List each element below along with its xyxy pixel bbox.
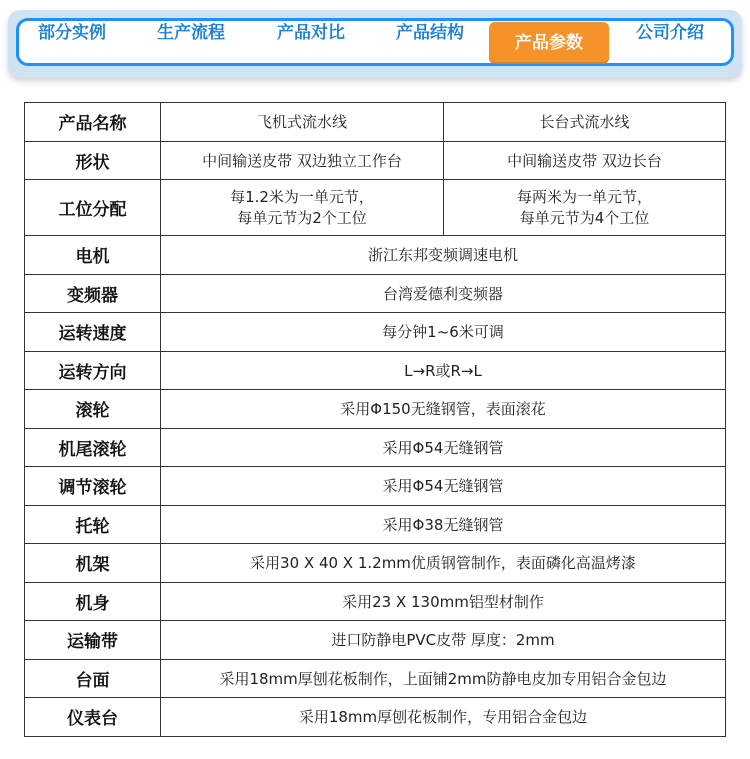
tab-examples[interactable]: 部分实例 bbox=[38, 23, 106, 43]
cell-line: 每单元节为4个工位 bbox=[519, 208, 650, 227]
row-label: 运输带 bbox=[25, 621, 161, 660]
table-row bbox=[25, 659, 726, 698]
table-row bbox=[25, 351, 726, 390]
table-cell: 采用Φ38无缝钢管 bbox=[161, 505, 726, 544]
row-label: 电机 bbox=[25, 236, 161, 275]
row-label: 运转速度 bbox=[25, 313, 161, 352]
table-cell: L→R或R→L bbox=[161, 351, 726, 390]
tab-product-comparison[interactable]: 产品对比 bbox=[277, 23, 345, 43]
row-label: 滚轮 bbox=[25, 390, 161, 429]
tab-product-parameters[interactable]: 产品参数 bbox=[489, 22, 609, 64]
row-label: 机尾滚轮 bbox=[25, 428, 161, 467]
row-label: 工位分配 bbox=[25, 180, 161, 236]
row-label: 仪表台 bbox=[25, 698, 161, 737]
cell-line: 每1.2米为一单元节， bbox=[230, 187, 374, 206]
table-cell: 采用23 X 130mm铝型材制作 bbox=[161, 582, 726, 621]
spec-table bbox=[24, 102, 726, 737]
table-cell: 采用30 X 40 X 1.2mm优质钢管制作，表面磷化高温烤漆 bbox=[161, 544, 726, 583]
row-label: 调节滚轮 bbox=[25, 467, 161, 506]
table-cell: 浙江东邦变频调速电机 bbox=[161, 236, 726, 275]
table-row bbox=[25, 141, 726, 180]
table-cell: 采用18mm厚刨花板制作，上面铺2mm防静电皮加专用铝合金包边 bbox=[161, 659, 726, 698]
table-cell: 中间输送皮带 双边长台 bbox=[444, 141, 726, 180]
table-cell: 每分钟1~6米可调 bbox=[161, 313, 726, 352]
row-label: 机架 bbox=[25, 544, 161, 583]
top-nav bbox=[0, 0, 750, 82]
table-row bbox=[25, 428, 726, 467]
table-cell: 台湾爱德利变频器 bbox=[161, 274, 726, 313]
row-label: 托轮 bbox=[25, 505, 161, 544]
table-row bbox=[25, 236, 726, 275]
table-row bbox=[25, 313, 726, 352]
tab-production-process[interactable]: 生产流程 bbox=[157, 23, 225, 43]
table-row bbox=[25, 274, 726, 313]
table-row bbox=[25, 621, 726, 660]
table-row bbox=[25, 698, 726, 737]
table-cell bbox=[444, 180, 726, 236]
table-cell: 采用Φ54无缝钢管 bbox=[161, 428, 726, 467]
col1-header: 飞机式流水线 bbox=[161, 103, 444, 142]
row-label: 机身 bbox=[25, 582, 161, 621]
row-label: 形状 bbox=[25, 141, 161, 180]
table-cell: 采用18mm厚刨花板制作，专用铝合金包边 bbox=[161, 698, 726, 737]
row-label: 台面 bbox=[25, 659, 161, 698]
table-cell: 采用Φ54无缝钢管 bbox=[161, 467, 726, 506]
table-row bbox=[25, 505, 726, 544]
row-label: 变频器 bbox=[25, 274, 161, 313]
table-cell: 中间输送皮带 双边独立工作台 bbox=[161, 141, 444, 180]
cell-line: 每单元节为2个工位 bbox=[237, 208, 367, 227]
table-row bbox=[25, 582, 726, 621]
table-row bbox=[25, 180, 726, 236]
tab-company-intro[interactable]: 公司介绍 bbox=[636, 23, 704, 43]
tab-product-structure[interactable]: 产品结构 bbox=[396, 23, 464, 43]
table-row bbox=[25, 103, 726, 142]
table-cell: 采用Φ150无缝钢管，表面滚花 bbox=[161, 390, 726, 429]
row-label: 产品名称 bbox=[25, 103, 161, 142]
table-cell bbox=[161, 180, 444, 236]
table-row bbox=[25, 467, 726, 506]
table-row bbox=[25, 544, 726, 583]
cell-line: 每两米为一单元节， bbox=[516, 187, 652, 206]
col2-header: 长台式流水线 bbox=[444, 103, 726, 142]
table-row bbox=[25, 390, 726, 429]
table-cell: 进口防静电PVC皮带 厚度：2mm bbox=[161, 621, 726, 660]
row-label: 运转方向 bbox=[25, 351, 161, 390]
